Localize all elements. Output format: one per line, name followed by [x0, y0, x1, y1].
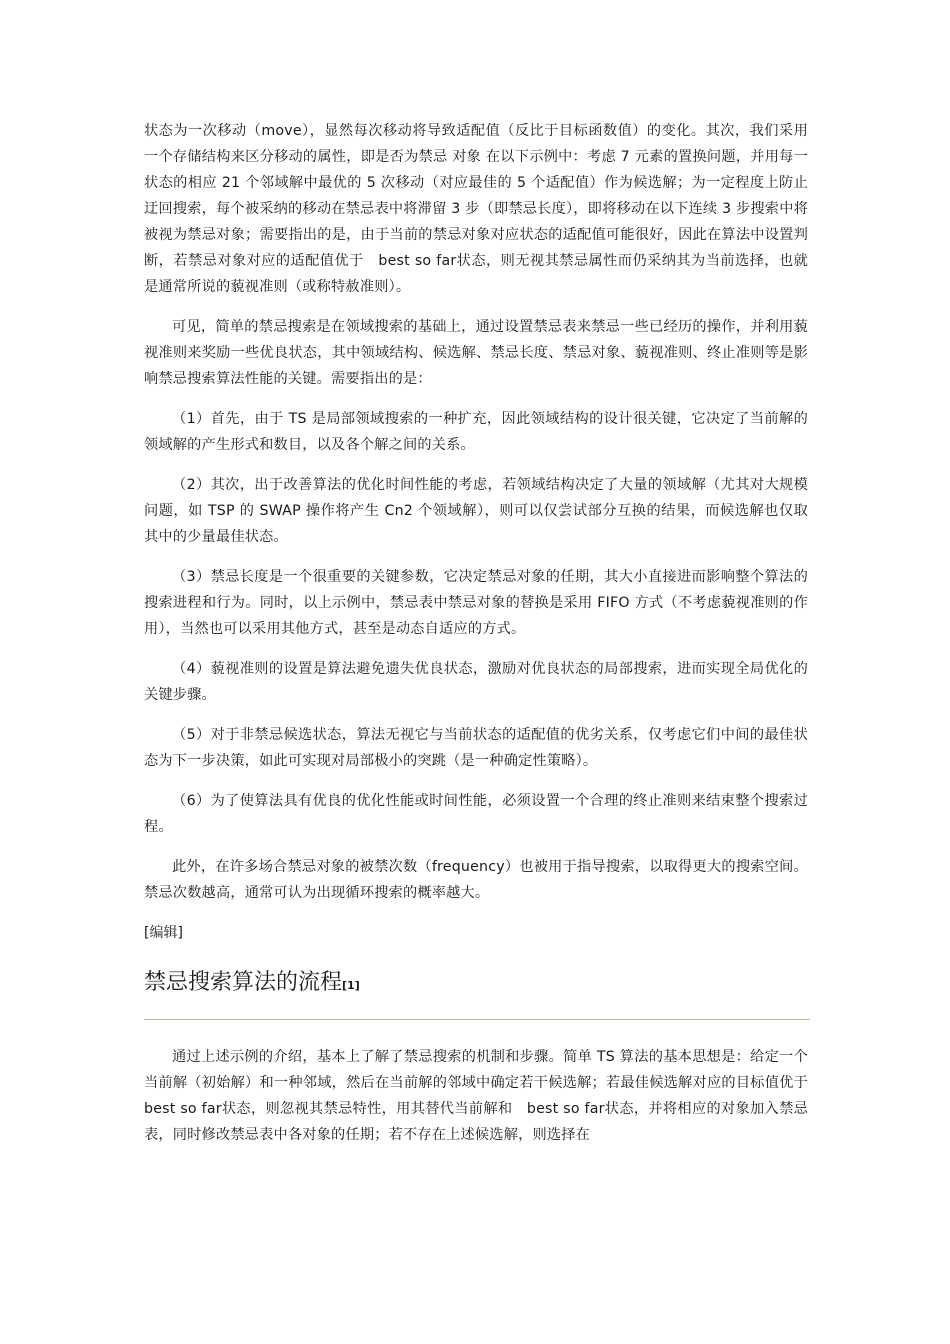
paragraph-move-definition: 状态为一次移动（move），显然每次移动将导致适配值（反比于目标函数值）的变化。其次，我们采用一个存储结构来区分移动的属性，即是否为禁忌 对象 在以下示例中：考虑 7 元素的置换问题，并用每一状态的相应 21 个邻域解中最优的 5 次移动（对应最佳的 5 个适配值）作为候选解；为一定程度上防止迂回搜索，每个被采纳的移动在禁忌表中将滞留 3 步（即禁忌长度），即将移动在以下连续 3 步搜索中将被视为禁忌对象；需要指出的是，由于当前的禁忌对象对应状态的适配值可能很好，因此在算法中设置判断，若禁忌对象对应的适配值优于 best so far状态，则无视其禁忌属性而仍采纳其为当前选择，也就是通常所说的藐视准则（或称特赦准则）。: [144, 123, 808, 295]
edit-link[interactable]: [编辑]: [144, 925, 183, 941]
section-divider: [144, 1019, 810, 1020]
paragraph-point-5: （5）对于非禁忌候选状态，算法无视它与当前状态的适配值的优劣关系，仅考虑它们中间的最佳状态为下一步决策，如此可实现对局部极小的突跳（是一种确定性策略）。: [144, 727, 808, 769]
section-title: 禁忌搜索算法的流程: [144, 970, 343, 995]
paragraph-point-3: （3）禁忌长度是一个很重要的关键参数，它决定禁忌对象的任期，其大小直接进而影响整个算法的搜索进程和行为。同时，以上示例中，禁忌表中禁忌对象的替换是采用 FIFO 方式（不考虑藐视准则的作用），当然也可以采用其他方式，甚至是动态自适应的方式。: [144, 569, 808, 637]
paragraph-algorithm-flow: 通过上述示例的介绍，基本上了解了禁忌搜索的机制和步骤。简单 TS 算法的基本思想是：给定一个当前解（初始解）和一种邻域，然后在当前解的邻域中确定若干候选解；若最佳候选解对应的目标值优于 best so far状态，则忽视其禁忌特性，用其替代当前解和 best so far状态，并将相应的对象加入禁忌表，同时修改禁忌表中各对象的任期；若不存在上述候选解，则选择在: [144, 1049, 823, 1143]
paragraph-summary: 可见，简单的禁忌搜索是在领域搜索的基础上，通过设置禁忌表来禁忌一些已经历的操作，并利用藐视准则来奖励一些优良状态，其中领域结构、候选解、禁忌长度、禁忌对象、藐视准则、终止准则等是影响禁忌搜索算法性能的关键。需要指出的是：: [144, 319, 808, 387]
paragraph-point-2: （2）其次，出于改善算法的优化时间性能的考虑，若领域结构决定了大量的领域解（尤其对大规模问题，如 TSP 的 SWAP 操作将产生 Cn2 个领域解），则可以仅尝试部分互换的结果，而候选解也仅取其中的少量最佳状态。: [144, 477, 808, 545]
section-heading: [144, 968, 808, 1001]
paragraph-point-1: （1）首先，由于 TS 是局部领域搜索的一种扩充，因此领域结构的设计很关键，它决定了当前解的领域解的产生形式和数目，以及各个解之间的关系。: [144, 411, 808, 453]
reference-link[interactable]: [1]: [342, 979, 360, 992]
paragraph-frequency: 此外，在许多场合禁忌对象的被禁次数（frequency）也被用于指导搜索，以取得更大的搜索空间。禁忌次数越高，通常可认为出现循环搜索的概率越大。: [144, 859, 808, 901]
paragraph-point-4: （4）藐视准则的设置是算法避免遗失优良状态，激励对优良状态的局部搜索，进而实现全局优化的关键步骤。: [144, 661, 808, 703]
document-page: [144, 118, 823, 1148]
paragraph-point-6: （6）为了使算法具有优良的优化性能或时间性能，必须设置一个合理的终止准则来结束整个搜索过程。: [144, 793, 808, 835]
